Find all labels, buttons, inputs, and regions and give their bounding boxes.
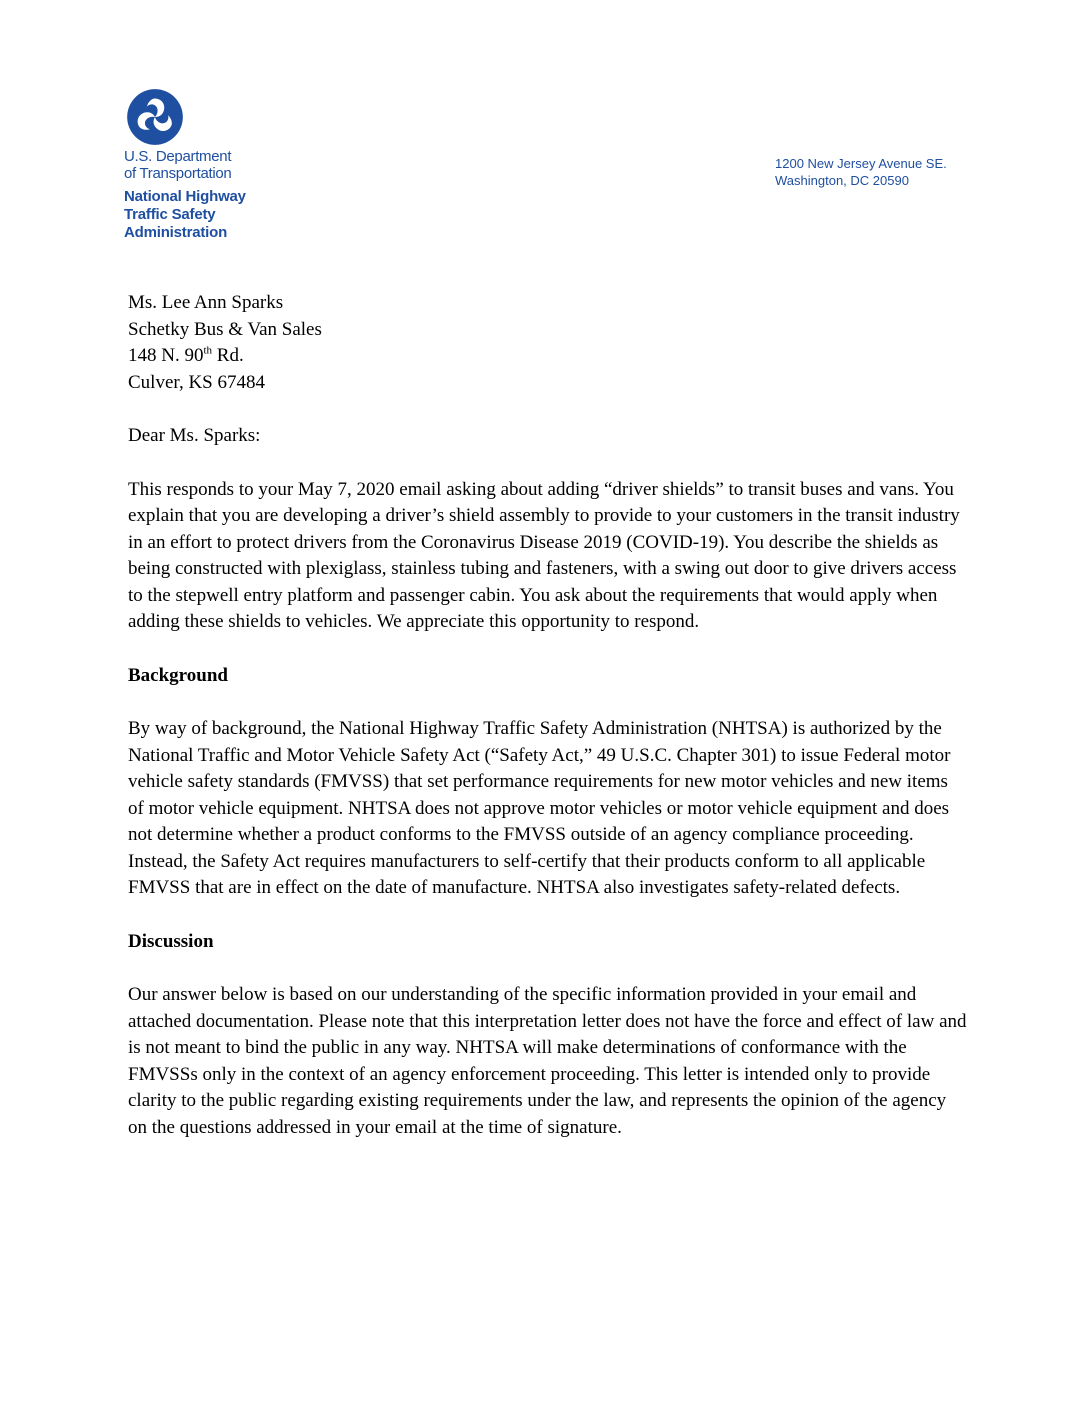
background-paragraph: By way of background, the National Highway Traffic Safety Administration (NHTSA) is authorized by the National Traffic and Motor Vehicle Safety Act (“Safety Act,” 49 U.S.C. Chapter 301) to issue Federal motor vehicle safety standards (FMVSS) that set performance requirements for new motor vehicles and new items of motor vehicle equipment. NHTSA does not approve motor vehicles or motor vehicle equipment and does not determine whether a product conforms to the FMVSS outside of an agency compliance proceeding. Instead, the Safety Act requires manufacturers to self-certify that their products conform to all applicable FMVSS that are in effect on the date of manufacture. NHTSA also investigates safety-related defects.: [128, 718, 951, 898]
street-number: 148 N. 90: [128, 345, 204, 366]
agency-line-3: Administration: [124, 224, 228, 241]
street-ordinal: th: [203, 344, 213, 357]
address-line-1: 1200 New Jersey Avenue SE.: [775, 156, 947, 171]
salutation: Dear Ms. Sparks:: [128, 425, 261, 446]
agency-name: [124, 188, 384, 242]
recipient-city: Culver, KS 67484: [128, 371, 265, 393]
recipient-address: [128, 290, 968, 396]
discussion-heading: Discussion: [128, 930, 214, 952]
letter-body: [128, 290, 968, 1141]
department-name: [124, 148, 384, 182]
letterhead: [124, 88, 384, 242]
discussion-paragraph: Our answer below is based on our understanding of the specific information provided in your email and attached documentation. Please note that this interpretation letter does not have the force and effect of law and is not meant to bind the public in any way. NHTSA will make determinations of conformance with the FMVSSs only in the context of an agency enforcement proceeding. This letter is intended only to provide clarity to the public regarding existing requirements under the law, and represents the opinion of the agency on the questions addressed in your email at the time of signature.: [128, 984, 967, 1138]
agency-line-2: Traffic Safety: [124, 206, 216, 223]
intro-paragraph: This responds to your May 7, 2020 email asking about adding “driver shields” to transit buses and vans. You explain that you are developing a driver’s shield assembly to provide to your customers in the transit industry in an effort to protect drivers from the Coronavirus Disease 2019 (COVID-19). You describe the shields as being constructed with plexiglass, stainless tubing and fasteners, with a swing out door to give drivers access to the stepwell entry platform and passenger cabin. You ask about the requirements that would apply when adding these shields to vehicles. We appreciate this opportunity to respond.: [128, 478, 960, 632]
department-line-2: of Transportation: [124, 165, 232, 182]
street-suffix: Rd.: [212, 345, 244, 366]
agency-line-1: National Highway: [124, 188, 246, 205]
recipient-company: Schetky Bus & Van Sales: [128, 318, 322, 340]
address-line-2: Washington, DC 20590: [775, 173, 909, 188]
recipient-name: Ms. Lee Ann Sparks: [128, 292, 284, 313]
agency-address: [775, 155, 947, 189]
background-heading: Background: [128, 664, 228, 686]
recipient-street: [128, 343, 968, 370]
department-line-1: U.S. Department: [124, 148, 232, 165]
dot-tri-swirl-logo-icon: [126, 88, 184, 146]
